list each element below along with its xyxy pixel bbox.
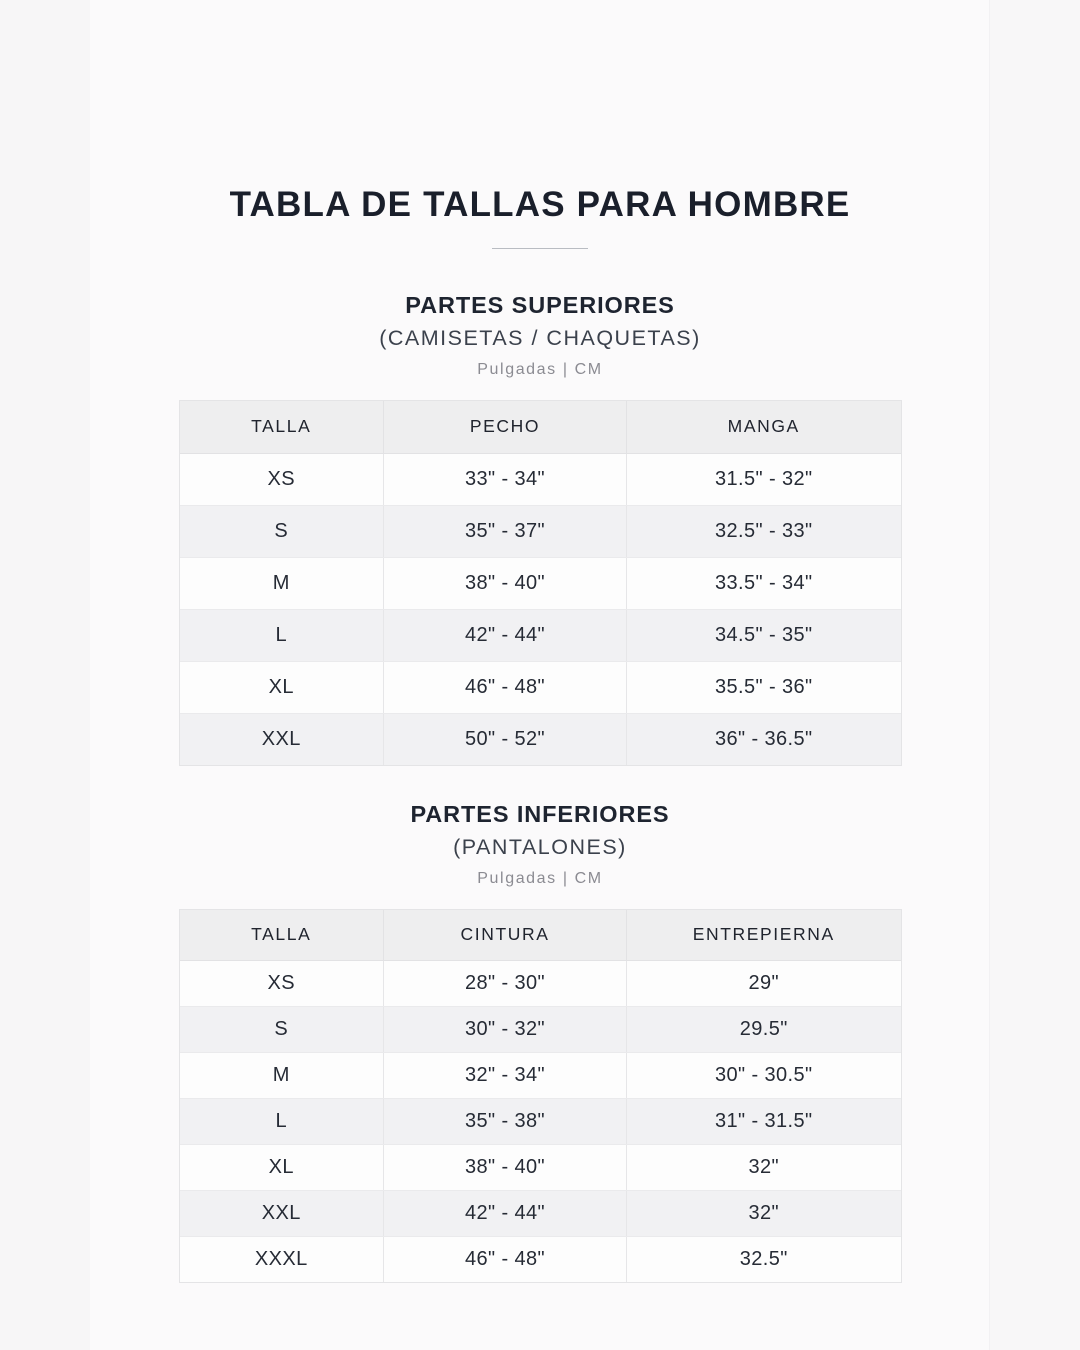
cell-chest: 33" - 34" <box>384 453 627 505</box>
table-row <box>180 1006 901 1052</box>
cell-waist: 46" - 48" <box>384 1236 627 1282</box>
size-table-bottoms <box>180 910 901 1282</box>
table-head-tops <box>180 401 901 453</box>
cell-size: M <box>180 1052 384 1098</box>
table-row <box>180 1052 901 1098</box>
section-units-tops: Pulgadas | CM <box>477 361 603 378</box>
cell-inseam: 29.5" <box>627 1006 901 1052</box>
cell-inseam: 32" <box>627 1144 901 1190</box>
spacer <box>0 381 1080 400</box>
cell-size: M <box>180 557 384 609</box>
cell-chest: 46" - 48" <box>384 661 627 713</box>
table-row <box>180 557 901 609</box>
cell-size: XL <box>180 661 384 713</box>
section-heading-bottoms <box>0 799 1080 890</box>
column-header-cintura: CINTURA <box>384 910 627 960</box>
cell-size: S <box>180 505 384 557</box>
cell-sleeve: 35.5" - 36" <box>627 661 901 713</box>
column-header-pecho: PECHO <box>384 401 627 453</box>
cell-sleeve: 33.5" - 34" <box>627 557 901 609</box>
size-table-tops <box>180 401 901 765</box>
cell-size: L <box>180 609 384 661</box>
cell-size: XL <box>180 1144 384 1190</box>
table-body-tops <box>180 453 901 765</box>
table-row <box>180 713 901 765</box>
section-title-bottoms: PARTES INFERIORES <box>410 801 670 827</box>
table-body-bottoms <box>180 960 901 1282</box>
spacer <box>0 766 1080 799</box>
cell-size: XS <box>180 960 384 1006</box>
cell-inseam: 32" <box>627 1190 901 1236</box>
column-header-manga: MANGA <box>627 401 901 453</box>
section-subtitle-tops: (CAMISETAS / CHAQUETAS) <box>379 326 701 350</box>
cell-waist: 32" - 34" <box>384 1052 627 1098</box>
table-row <box>180 1144 901 1190</box>
cell-waist: 28" - 30" <box>384 960 627 1006</box>
cell-size: XXL <box>180 1190 384 1236</box>
cell-chest: 35" - 37" <box>384 505 627 557</box>
table-row <box>180 661 901 713</box>
column-header-talla: TALLA <box>180 910 384 960</box>
cell-inseam: 31" - 31.5" <box>627 1098 901 1144</box>
cell-sleeve: 36" - 36.5" <box>627 713 901 765</box>
spacer <box>0 890 1080 909</box>
table-row <box>180 1098 901 1144</box>
cell-chest: 50" - 52" <box>384 713 627 765</box>
cell-inseam: 32.5" <box>627 1236 901 1282</box>
cell-size: XS <box>180 453 384 505</box>
cell-sleeve: 31.5" - 32" <box>627 453 901 505</box>
cell-chest: 38" - 40" <box>384 557 627 609</box>
cell-sleeve: 34.5" - 35" <box>627 609 901 661</box>
section-subtitle-bottoms: (PANTALONES) <box>453 835 627 859</box>
column-header-talla: TALLA <box>180 401 384 453</box>
cell-inseam: 30" - 30.5" <box>627 1052 901 1098</box>
size-table-bottoms-wrapper <box>179 909 902 1283</box>
column-header-entrepierna: ENTREPIERNA <box>627 910 901 960</box>
table-row <box>180 505 901 557</box>
table-row <box>180 1190 901 1236</box>
table-row <box>180 609 901 661</box>
table-row <box>180 453 901 505</box>
cell-sleeve: 32.5" - 33" <box>627 505 901 557</box>
size-table-tops-wrapper <box>179 400 902 766</box>
table-row <box>180 960 901 1006</box>
cell-size: XXL <box>180 713 384 765</box>
section-units-bottoms: Pulgadas | CM <box>477 870 603 887</box>
table-header-row <box>180 401 901 453</box>
cell-size: XXXL <box>180 1236 384 1282</box>
section-heading-tops <box>0 290 1080 381</box>
cell-waist: 38" - 40" <box>384 1144 627 1190</box>
section-title-tops: PARTES SUPERIORES <box>405 292 675 318</box>
table-row <box>180 1236 901 1282</box>
table-header-row <box>180 910 901 960</box>
cell-inseam: 29" <box>627 960 901 1006</box>
spacer <box>0 249 1080 290</box>
cell-waist: 42" - 44" <box>384 1190 627 1236</box>
cell-waist: 30" - 32" <box>384 1006 627 1052</box>
cell-chest: 42" - 44" <box>384 609 627 661</box>
cell-size: S <box>180 1006 384 1052</box>
cell-waist: 35" - 38" <box>384 1098 627 1144</box>
page-title: TABLA DE TALLAS PARA HOMBRE <box>229 185 851 224</box>
cell-size: L <box>180 1098 384 1144</box>
table-head-bottoms <box>180 910 901 960</box>
